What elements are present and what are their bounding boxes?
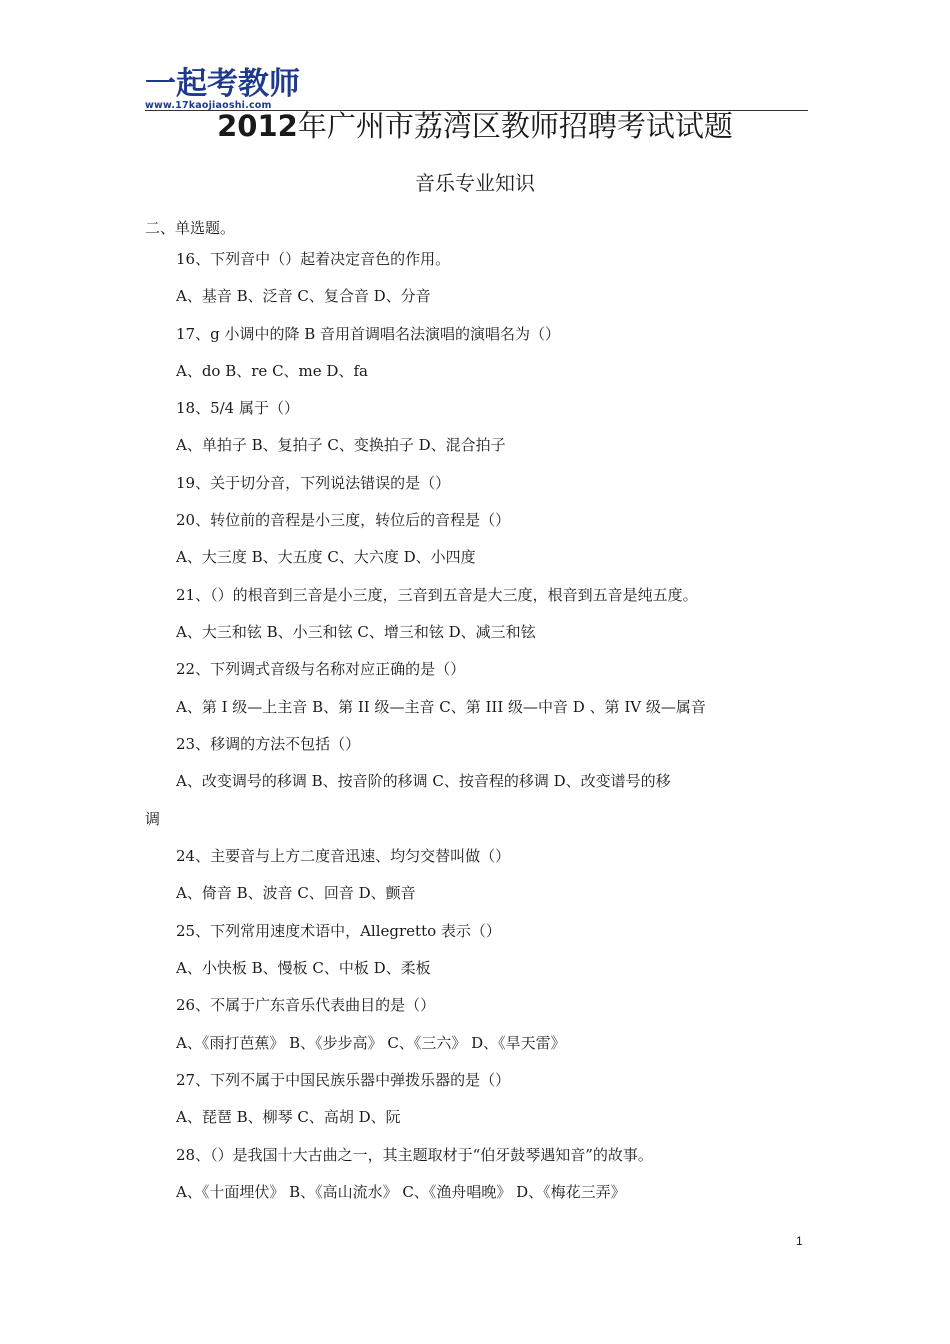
options-22: A、第 I 级—上主音 B、第 II 级—主音 C、第 III 级—中音 D 、第 IV 级—属音 (176, 698, 706, 716)
question-16: 16、下列音中（）起着决定音色的作用。 (176, 250, 451, 268)
options-23: A、改变调号的移调 B、按音阶的移调 C、按音程的移调 D、改变谱号的移 (176, 772, 671, 790)
title-year: 2012 (217, 109, 298, 143)
options-18: A、单拍子 B、复拍子 C、变换拍子 D、混合拍子 (176, 436, 506, 454)
document-subtitle: 音乐专业知识 (415, 171, 535, 195)
logo-url: www.17kaojiaoshi.com (145, 100, 272, 111)
options-20: A、大三度 B、大五度 C、大六度 D、小四度 (176, 548, 476, 566)
options-17: A、do B、re C、me D、fa (176, 362, 368, 380)
page-number: 1 (796, 1234, 803, 1248)
question-22: 22、下列调式音级与名称对应正确的是（） (176, 660, 466, 678)
options-23-continued: 调 (145, 810, 161, 828)
question-21: 21、（）的根音到三音是小三度，三音到五音是大三度，根音到五音是纯五度。 (176, 586, 698, 604)
options-26: A、《雨打芭蕉》 B、《步步高》 C、《三六》 D、《旱天雷》 (176, 1034, 566, 1052)
options-21: A、大三和铉 B、小三和铉 C、增三和铉 D、减三和铉 (176, 623, 536, 641)
question-17: 17、g 小调中的降 B 音用首调唱名法演唱的演唱名为（） (176, 325, 561, 343)
question-28: 28、（）是我国十大古曲之一，其主题取材于“伯牙鼓琴遇知音”的故事。 (176, 1146, 653, 1164)
options-24: A、倚音 B、波音 C、回音 D、颤音 (176, 884, 416, 902)
options-27: A、琵琶 B、柳琴 C、高胡 D、阮 (176, 1108, 401, 1126)
title-text: 年广州市荔湾区教师招聘考试试题 (297, 109, 733, 143)
question-18: 18、5/4 属于（） (176, 399, 299, 417)
question-26: 26、不属于广东音乐代表曲目的是（） (176, 996, 436, 1014)
question-20: 20、转位前的音程是小三度，转位后的音程是（） (176, 511, 511, 529)
question-23: 23、移调的方法不包括（） (176, 735, 361, 753)
options-25: A、小快板 B、慢板 C、中板 D、柔板 (176, 959, 431, 977)
logo-text: 一起考教师 (145, 66, 300, 102)
question-25: 25、下列常用速度术语中，Allegretto 表示（） (176, 922, 501, 940)
section-heading: 二、单选题。 (145, 219, 236, 237)
question-27: 27、下列不属于中国民族乐器中弹拨乐器的是（） (176, 1071, 511, 1089)
question-19: 19、关于切分音，下列说法错误的是（） (176, 474, 451, 492)
options-28: A、《十面埋伏》 B、《高山流水》 C、《渔舟唱晚》 D、《梅花三弄》 (176, 1183, 626, 1201)
options-16: A、基音 B、泛音 C、复合音 D、分音 (176, 287, 431, 305)
document-title (0, 106, 950, 146)
question-24: 24、主要音与上方二度音迅速、均匀交替叫做（） (176, 847, 511, 865)
